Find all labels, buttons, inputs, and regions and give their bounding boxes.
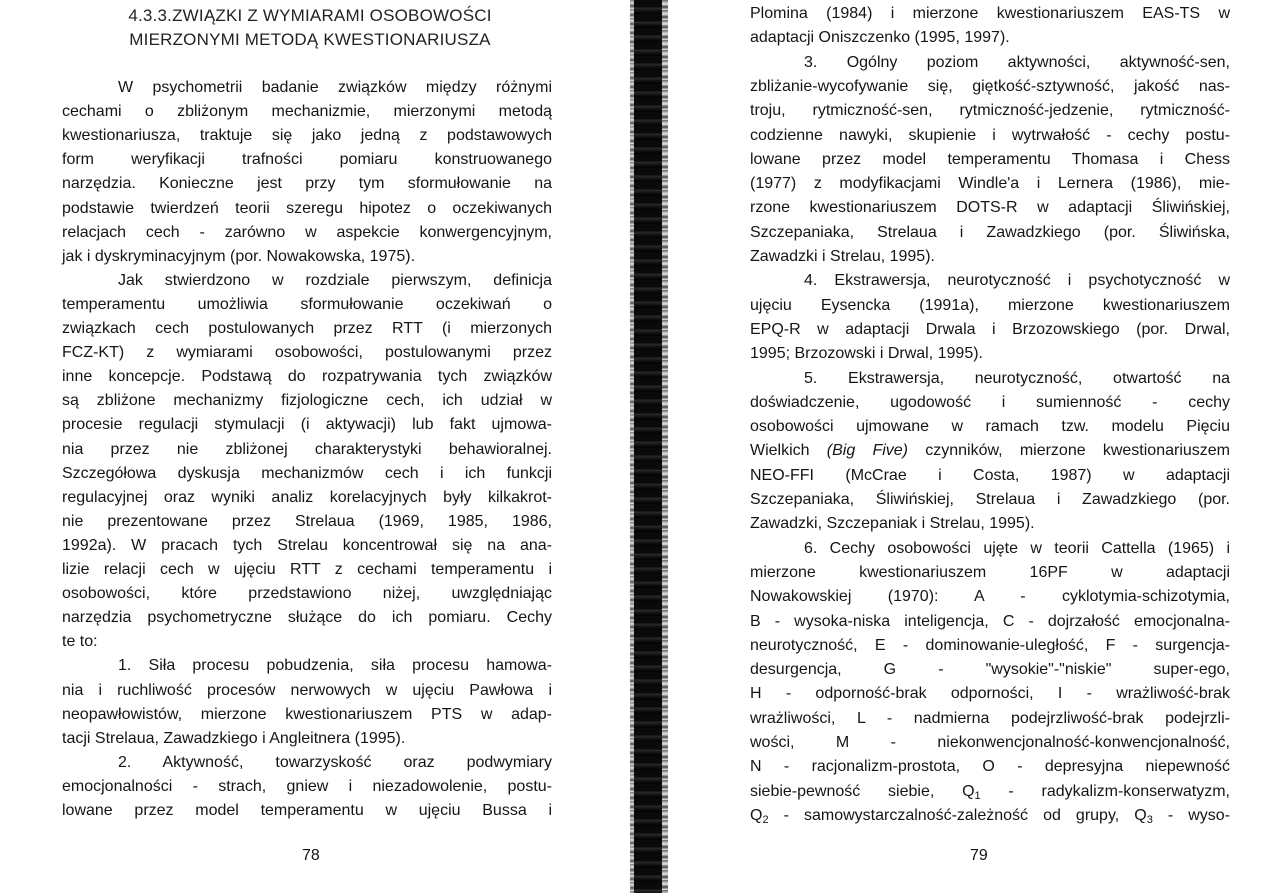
right-page — [668, 0, 1263, 893]
text-line: jak i dyskryminacyjnym (por. Nowakowska, 1975). — [62, 247, 416, 265]
text-line: zbliżanie-wycofywanie się, giętkość-sztywność, jakość nas- — [750, 77, 1230, 95]
text-line: N - racjonalizm-prostota, O - depresyjna niepewność — [750, 758, 1230, 776]
text-line: rzone kwestionariuszem DOTS-R w adaptacji Śliwińskiej, — [750, 199, 1230, 217]
text-line: są zbliżone mechanizmy fizjologiczne cech, ich udział w — [62, 392, 552, 410]
text-line: ujęciu Eysencka (1991a), mierzone kwestionariuszem — [750, 296, 1230, 314]
text-line: kwestionariusza, traktuje się jako jedną z podstawowych — [62, 127, 552, 145]
text-line: neurotyczność, E - dominowanie-uległość, F - surgencja- — [750, 636, 1230, 654]
text-line: te to: — [62, 633, 98, 651]
text-line: 1995; Brzozowski i Drwal, 1995). — [750, 345, 983, 363]
text-line: form weryfikacji trafności pomiaru konstruowanego — [62, 151, 552, 169]
section-heading — [90, 4, 530, 52]
text-line: (1977) z modyfikacjami Windle'a i Lernera (1986), mie- — [750, 175, 1230, 193]
text-line: regulacyjnej oraz wyniki analiz korelacyjnych były kilkakrot- — [62, 488, 552, 506]
text-line: EPQ-R w adaptacji Drwala i Brzozowskiego (por. Drwal, — [750, 320, 1230, 338]
text-line: B - wysoka-niska inteligencja, C - dojrzałość emocjonalna- — [750, 612, 1230, 630]
heading-line: 4.3.3.ZWIĄZKI Z WYMIARAMI OSOBOWOŚCI — [128, 6, 492, 25]
text-line: nia i ruchliwość procesów nerwowych w ujęciu Pawłowa i — [62, 681, 552, 699]
text-line: 1. Siła procesu pobudzenia, siła procesu hamowa- — [118, 657, 552, 675]
text-line: 5. Ekstrawersja, neurotyczność, otwartość na — [804, 369, 1230, 387]
text-line: Zawadzki, Szczepaniak i Strelau, 1995). — [750, 515, 1035, 533]
text-line: NEO-FFI (McCrae i Costa, 1987) w adaptacji — [750, 466, 1230, 484]
text-line: tacji Strelaua, Zawadzkiego i Angleitnera (1995). — [62, 729, 406, 747]
text-line: temperamentu umożliwia sformułowanie oczekiwań o — [62, 295, 552, 313]
text-line: $Q_2$ - samowystarczalność-zależność od grupy, $Q_3$ - wyso- — [750, 806, 1231, 826]
text-line: wrażliwości, L - nadmierna podejrzliwość-brak podejrzli- — [750, 709, 1230, 727]
text-line: wości, M - niekonwencjonalność-konwencjonalność, — [750, 734, 1230, 751]
text-line: relacjach cech - zarówno w aspekcie konwergencyjnym, — [62, 223, 552, 241]
text-line: narzędzia. Konieczne jest przy tym sformułowanie na — [62, 175, 552, 193]
text-line: Szczepaniaka, Śliwińskiej, Strelaua i Zawadzkiego (por. — [750, 491, 1230, 508]
text-line: Nowakowskiej (1970): A - cyklotymia-schizotymia, — [750, 588, 1230, 606]
text-line: Jak stwierdzono w rozdziale pierwszym, definicja — [118, 271, 552, 289]
text-line: Szczegółowa dyskusja mechanizmów cech i ich funkcji — [62, 464, 552, 482]
text-line: 6. Cechy osobowości ujęte w teorii Cattella (1965) i — [804, 539, 1230, 557]
text-line: emocjonalności - strach, gniew i niezadowolenie, postu- — [62, 777, 552, 795]
text-line: 3. Ogólny poziom aktywności, aktywność-sen, — [804, 53, 1230, 71]
text-line: związkach cech postulowanych przez RTT (i mierzonych — [62, 320, 552, 337]
text-line: inne koncepcje. Podstawą do rozpatrywania tych związków — [62, 368, 552, 386]
text-line: lowane przez model temperamentu w ujęciu Bussa i — [62, 802, 552, 819]
text-line: 2. Aktywność, towarzyskość oraz podwymiary — [118, 753, 552, 771]
text-line: codzienne nawyki, skupienie i wytrwałość - cechy postu- — [750, 126, 1230, 144]
text-line: Szczepaniaka, Strelaua i Zawadzkiego (por. Śliwińska, — [750, 223, 1230, 241]
text-line: neopawłowistów, mierzone kwestionariuszem PTS w adap- — [62, 705, 552, 723]
text-line: doświadczenie, ugodowość i sumienność - cechy — [750, 393, 1230, 411]
text-line: nia przez nie zbliżonej charakterystyki behawioralnej. — [62, 440, 552, 458]
text-line: FCZ-KT) z wymiarami osobowości, postulowanymi przez — [62, 344, 552, 362]
book-spine-gutter — [628, 0, 668, 893]
text-line: mierzone kwestionariuszem 16PF w adaptacji — [750, 563, 1230, 581]
text-line: procesie regulacji stymulacji (i aktywacji) lub fakt ujmowa- — [62, 416, 552, 434]
text-line: desurgencja, G - "wysokie"-"niskie" super-ego, — [750, 661, 1230, 679]
text-line: Wielkich (Big Five) czynników, mierzone kwestionariuszem — [750, 442, 1230, 460]
text-line: 1992a). W pracach tych Strelau koncentrował się na ana- — [62, 536, 552, 554]
text-line: Plomina (1984) i mierzone kwestionariuszem EAS-TS w — [750, 5, 1230, 22]
text-line: narzędzia psychometryczne służące do ich pomiaru. Cechy — [62, 609, 552, 627]
text-line: podstawie twierdzeń teorii szeregu hipotez o oczekiwanych — [62, 199, 552, 217]
text-line: siebie-pewność siebie, $Q_1$ - radykalizm-konserwatyzm, — [750, 782, 1230, 802]
text-line: H - odporność-brak odporności, I - wrażliwość-brak — [750, 685, 1230, 703]
text-line: 4. Ekstrawersja, neurotyczność i psychotyczność w — [804, 272, 1230, 290]
text-line: W psychometrii badanie związków między różnymi — [118, 79, 552, 96]
text-line: lizie relacji cech w ujęciu RTT z cechami temperamentu i — [62, 561, 552, 578]
text-line: cechami o zbliżonym mechanizmie, mierzonymi metodą — [62, 103, 552, 121]
heading-line: MIERZONYMI METODĄ KWESTIONARIUSZA — [129, 30, 491, 49]
text-line: lowane przez model temperamentu Thomasa i Chess — [750, 150, 1230, 168]
text-line: adaptacji Oniszczenko (1995, 1997). — [750, 29, 1010, 47]
text-line: osobowości ujmowane w ramach tzw. modelu Pięciu — [750, 418, 1230, 436]
page-number: 79 — [970, 847, 988, 864]
text-line: Zawadzki i Strelau, 1995). — [750, 248, 935, 265]
left-page — [0, 0, 628, 893]
text-line: osobowości, które przedstawiono niżej, uwzględniając — [62, 585, 552, 603]
page-number: 78 — [302, 847, 320, 864]
text-line: troju, rytmiczność-sen, rytmiczność-jedzenie, rytmiczność- — [750, 102, 1230, 120]
text-line: nie prezentowane przez Strelaua (1969, 1985, 1986, — [62, 512, 552, 530]
